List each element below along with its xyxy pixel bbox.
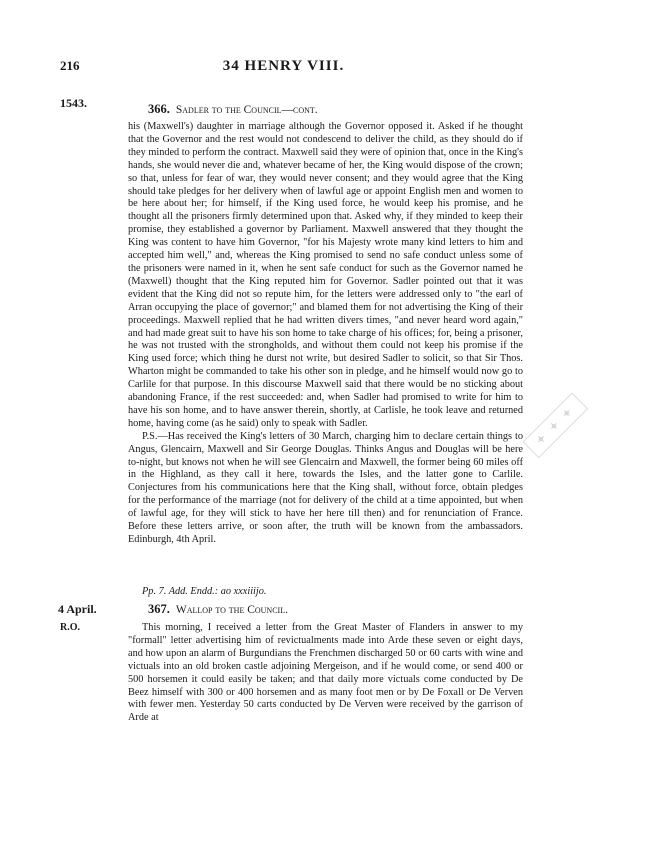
margin-source: R.O. <box>60 622 80 633</box>
margin-year: 1543. <box>60 96 87 110</box>
entry-367-heading <box>148 602 288 617</box>
watermark-stamp: ✦ ✦ ✦ <box>452 322 657 527</box>
entry-366-postscript: P.S.—Has received the King's letters of 30 March, charging him to declare certain things to Angus, Glencairn, Maxwell and Sir George Douglas. Thinks Angus and Douglas will be here to-night, but knows not when he will see Glencairn and Maxwell, the former being 60 miles off in the Highland, as they call it here, towards the Isles, and the latter gone to Carlile. Conjectures from his communications here that the King shall, without force, obtain pledges for the performance of the marriage (not for delivery of the child at a time appointed, but when of lawful age, for they will stick to have her here till then) and for renunciation of France. Before these letters arrive, or soon after, the truth will be known from the ambassadors. Edinburgh, 4th April. <box>128 430 523 545</box>
entry-366-footnote: Pp. 7. Add. Endd.: ao xxxiiijo. <box>142 586 267 597</box>
entry-366-paragraph-1: his (Maxwell's) daughter in marriage although the Governor opposed it. Asked if he thought that the Governor and the rest would not condescend to deliver the child, as they should do if they minded to perform the contract. Maxwell said they were of opinion that, once in the King's hands, she would never die and, whatever became of her, the King would dispose of the crown; so that, unless for fear of war, they would never consent; and they would agree that the King should take pledges for her delivery when of lawful age or appoint English men and women to be here about her; for himself, if the King used force, he would keep his promise, and he thought all the prisoners firmly determined upon that. Asked why, if they minded to keep their promise, they established a governor by Parliament. Maxwell answered that they thought the King was content to have him Governor, "for his Majesty wrote many kind letters to him and accepted him well," and, whereas the King promised to send no safe conduct unless some of the prisoners were named in it, when he sent safe conduct for such as the Governor named he (Maxwell) thought that the King reputed him for Governor. Sadler pointed out that it was evident that the King did not so repute him, for the letters were addressed only to "the earl of Arran occupying the place of governor;" and blamed them for not advertising the King of their proceedings. Maxwell replied that he had written divers times, "and never heard word again," and had made great suit to have his son home to take charge of his offices; for, being a prisoner, he was not trusted with the strongholds, and without them could not keep his promise if the King used force; which thing he durst not write, but desired Sadler to solicit, so that Sir Thos. Wharton might be commanded to take his other son in pledge, and he himself would now go to Carlile for that purpose. In this discourse Maxwell said that there would be no sticking about abandoning France, if the rest succeeded: and, when Sadler had promised to write for him to have his son home, and to have answer therein, shortly, at Carlisle, he took leave and returned home, having come (as he said) only to speak with Sadler. <box>128 121 523 429</box>
entry-366-number: 366. <box>148 102 170 116</box>
entry-367-number: 367. <box>148 602 170 616</box>
entry-367-paragraph-1: This morning, I received a letter from the Great Master of Flanders in answer to my "formall" letter advertising him of revictualments made into Arde these seven or eight days, and how upon an alarm of Burgundians the Frenchmen discharged 50 or 60 carts with wine and victuals into an old broken castle adjoining Mergeison, and if he would come, or send 400 or 500 horsemen it could easily be taken; and that daily more victuals come conducted by De Beez himself with 300 or 400 horsemen and as many foot men or by De Foxall or De Verven with fewer men. Yesterday 50 carts conducted by De Verven were received by the garrison of Arde at <box>128 622 523 724</box>
entry-367-body <box>128 622 523 725</box>
entry-366-title: Sadler to the Council—cont. <box>175 104 318 116</box>
page-number: 216 <box>60 58 80 73</box>
entry-367-title: Wallop to the Council. <box>175 604 288 616</box>
running-title: 34 HENRY VIII. <box>222 58 345 74</box>
margin-date: 4 April. <box>58 602 97 616</box>
entry-366-body <box>128 121 523 547</box>
entry-366-heading <box>148 102 318 117</box>
